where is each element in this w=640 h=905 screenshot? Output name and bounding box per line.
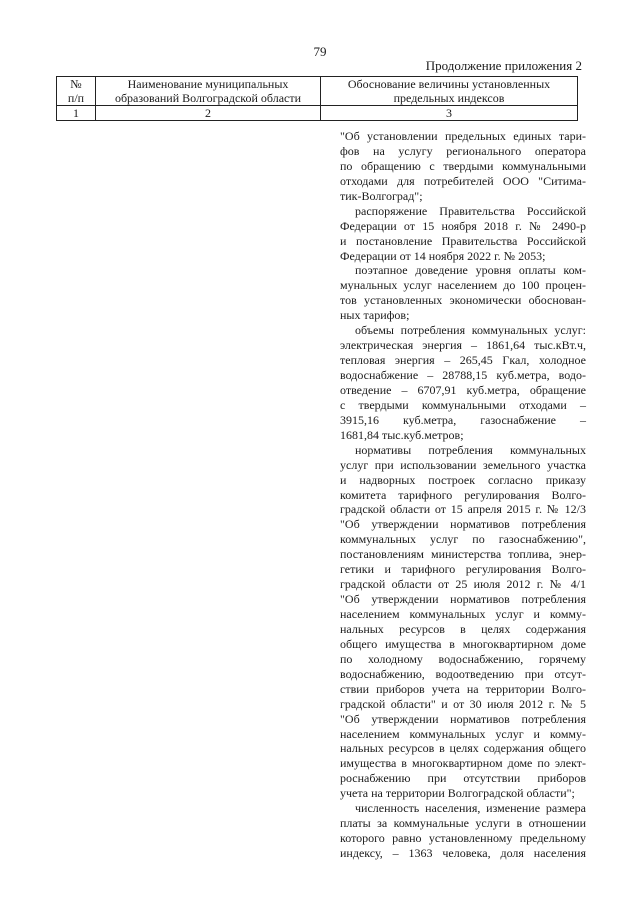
text-line: мунальных услуг населением до 100 процен- <box>340 278 586 293</box>
header-cell-municipality <box>96 77 321 106</box>
header-municipality-line2: образований Волгоградской области <box>114 91 302 105</box>
text-line: "Об утверждении нормативов потребления <box>340 711 586 726</box>
text-line: тепловая энергия – 265,45 Гкал, холодное <box>340 353 586 368</box>
header-justification-line1: Обоснование величины установленных <box>347 77 551 91</box>
text-line: общего имущества в многоквартирном доме <box>340 636 586 651</box>
column-number-3: 3 <box>321 106 578 121</box>
text-line: "Об утверждении нормативов потребления <box>340 517 586 532</box>
text-line: 3915,16 куб.метра, газоснабжение – <box>340 412 586 427</box>
text-line: имущества в многоквартирном доме по элект- <box>340 756 586 771</box>
text-line: нальных ресурсов в целях содержания <box>340 621 586 636</box>
header-cell-number <box>57 77 96 106</box>
text-line: распоряжение Правительства Российской <box>355 203 586 218</box>
text-line: учета на территории Волгоградской области"; <box>340 786 575 801</box>
header-number-line1: № <box>70 77 82 91</box>
text-line: отходами для потребителей ООО "Ситима- <box>340 173 586 188</box>
column-number-2: 2 <box>96 106 321 121</box>
text-line: комитета тарифного регулирования Волго- <box>340 487 586 502</box>
text-line: услуг при использовании земельного участка <box>340 457 586 472</box>
text-line: "Об утверждении нормативов потребления <box>340 592 586 607</box>
text-line: водоснабжение – 28788,15 куб.метра, водо- <box>340 368 586 382</box>
page-number: 79 <box>313 44 327 59</box>
text-line: объемы потребления коммунальных услуг: <box>355 323 586 338</box>
header-row <box>57 77 578 106</box>
justification-text <box>340 129 586 861</box>
text-line: нормативы потребления коммунальных <box>355 442 586 457</box>
text-line: водоснабжению, водоотведению при отсут- <box>340 666 586 681</box>
text-line: индексу, – 1363 человека, доля населения <box>340 846 586 860</box>
text-line: поэтапное доведение уровня оплаты ком- <box>355 263 586 278</box>
text-line: постановлениям министерства топлива, энер- <box>340 547 586 562</box>
text-line: гетики и тарифного регулирования Волго- <box>340 562 586 577</box>
text-line: нальных ресурсов в целях содержания общего <box>340 741 586 756</box>
text-line: градской области" и от 30 июля 2012 г. № 5 <box>340 696 586 711</box>
column-number-1: 1 <box>57 106 96 121</box>
text-line: и постановление Правительства Российской <box>340 233 586 248</box>
header-justification-line2: предельных индексов <box>393 91 505 105</box>
text-line: Федерации от 15 ноября 2018 г. № 2490-р <box>340 218 586 233</box>
continuation-label: Продолжение приложения 2 <box>425 58 582 73</box>
text-line: по холодному водоснабжению, горячему <box>340 651 586 666</box>
header-municipality-line1: Наименование муниципальных <box>127 77 289 91</box>
text-line: ных тарифов; <box>340 308 410 323</box>
column-number-row <box>57 106 578 121</box>
text-line: населением коммунальных услуг и комму- <box>340 726 586 741</box>
text-line: электрическая энергия – 1861,64 тыс.кВт.ч, <box>340 338 586 353</box>
header-cell-justification <box>321 77 578 106</box>
text-line: с твердыми коммунальными отходами – <box>340 397 586 412</box>
text-line: отведение – 6707,91 куб.метра, обращение <box>340 382 586 397</box>
text-line: 1681,84 тыс.куб.метров; <box>340 427 464 442</box>
text-line: ствии приборов учета на территории Волго- <box>340 681 586 696</box>
header-table <box>56 76 578 121</box>
text-line: и надворных построек согласно приказу <box>340 472 586 487</box>
text-line: которого равно установленному предельному <box>340 831 586 846</box>
header-number-line2: п/п <box>67 91 85 105</box>
text-line: тик-Волгоград"; <box>340 188 423 203</box>
text-line: платы за коммунальные услуги в отношении <box>340 816 586 831</box>
text-line: коммунальных услуг по газоснабжению", <box>340 532 586 547</box>
text-line: по обращению с твердыми коммунальными <box>340 158 586 173</box>
text-line: Федерации от 14 ноября 2022 г. № 2053; <box>340 248 546 263</box>
text-line: роснабжению при отсутствии приборов <box>340 771 586 786</box>
text-line: "Об установлении предельных единых тари- <box>340 129 586 143</box>
text-line: численность населения, изменение размера <box>355 801 586 816</box>
text-line: тов установленных экономически обоснован- <box>340 293 586 308</box>
text-line: градской области от 15 апреля 2015 г. № 12/3 <box>340 502 586 517</box>
text-line: фов на услугу регионального оператора <box>340 143 586 158</box>
text-line: населением коммунальных услуг и комму- <box>340 607 586 621</box>
text-line: градской области от 25 июля 2012 г. № 4/1 <box>340 577 586 592</box>
